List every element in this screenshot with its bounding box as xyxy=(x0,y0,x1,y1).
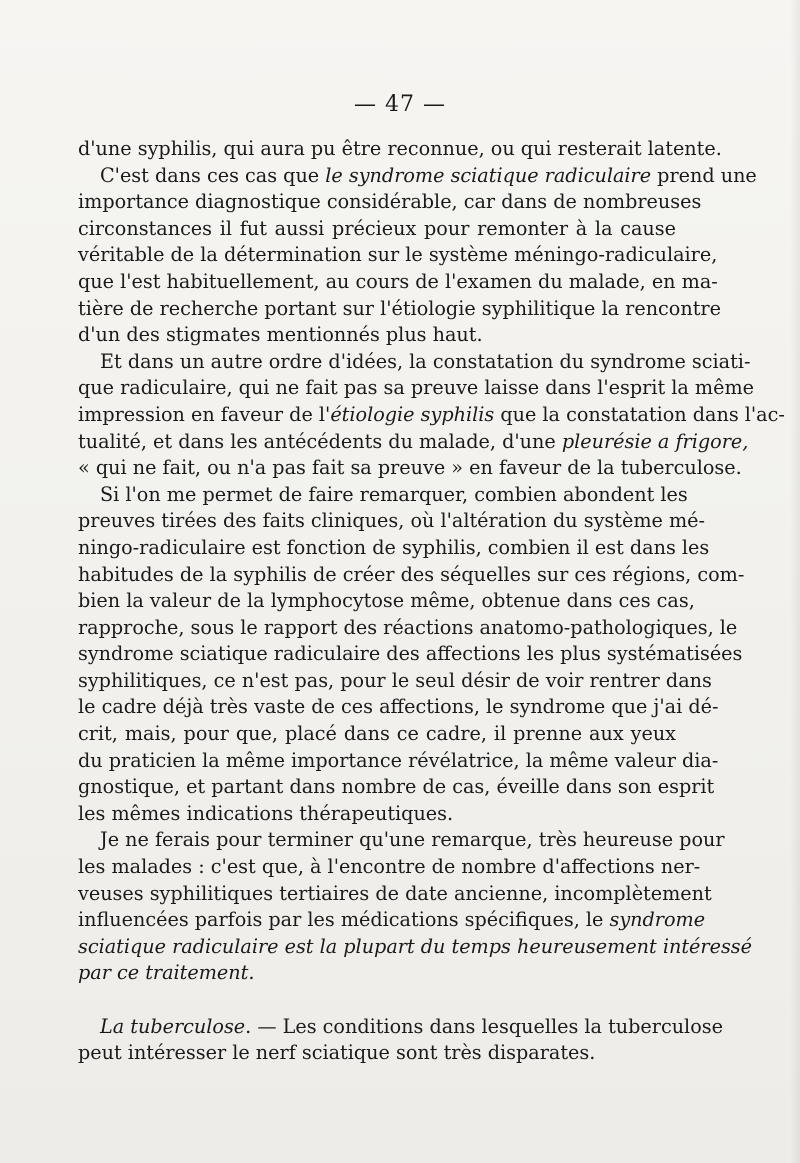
section-heading: La tuberculose xyxy=(100,1014,246,1038)
paragraph-5-line: par ce traitement. xyxy=(78,961,255,985)
paragraph-3-line: « qui ne fait, ou n'a pas fait sa preuve » en faveur de la tuberculose. xyxy=(78,456,742,480)
paragraph-4-line: le cadre déjà très vaste de ces affections, le syndrome que j'ai dé- xyxy=(78,695,719,719)
paragraph-4-line: preuves tirées des faits cliniques, où l'altération du système mé- xyxy=(78,509,706,533)
paragraph-4-line: habitudes de la syphilis de créer des séquelles sur ces régions, com- xyxy=(78,562,745,586)
italic-run: étiologie syphilis xyxy=(330,402,495,426)
paragraph-6-line: peut intéresser le nerf sciatique sont très disparates. xyxy=(78,1041,596,1065)
paragraph-4-line: gnostique, et partant dans nombre de cas, éveille dans son esprit xyxy=(78,775,715,799)
paragraph-4-line: rapproche, sous le rapport des réactions anatomo-pathologiques, le xyxy=(78,615,738,639)
italic-run: le syndrome sciatique radiculaire xyxy=(325,163,652,187)
text-run: impression en faveur de l' xyxy=(78,402,331,426)
paragraph-5-line: sciatique radiculaire est la plupart du temps heureusement intéressé xyxy=(78,934,752,958)
page-number: — 47 — xyxy=(354,92,446,117)
paragraph-5-line xyxy=(78,907,706,934)
paragraph-1-line: d'une syphilis, qui aura pu être reconnue, ou qui resterait latente. xyxy=(78,137,722,160)
paragraph-4-line: ningo-radiculaire est fonction de syphilis, combien il est dans les xyxy=(78,535,710,559)
paragraph-3-line xyxy=(78,402,785,429)
paragraph-5-line: les malades : c'est que, à l'encontre de nombre d'affections ner- xyxy=(78,855,701,879)
paragraph-6-line xyxy=(78,1014,723,1041)
text-run: C'est dans ces cas que xyxy=(100,163,326,187)
paragraph-2-line: que l'est habituellement, au cours de l'examen du malade, en ma- xyxy=(78,269,718,293)
paragraph-4-line: bien la valeur de la lymphocytose même, obtenue dans ces cas, xyxy=(78,589,695,613)
paragraph-4-line: syndrome sciatique radiculaire des affections les plus systématisées xyxy=(78,642,743,666)
paragraph-2-line: importance diagnostique considérable, car dans de nombreuses xyxy=(78,190,702,214)
paragraph-4-line: les mêmes indications thérapeutiques. xyxy=(78,801,454,825)
section-gap xyxy=(78,987,676,1014)
body-text xyxy=(78,136,785,1067)
text-run: tualité, et dans les antécédents du malade, d'une xyxy=(78,429,562,453)
page-edge-shadow xyxy=(790,0,800,1163)
paragraph-3-line xyxy=(78,429,749,456)
text-run: prend une xyxy=(651,163,757,187)
paragraph-5-line: veuses syphilitiques tertiaires de date ancienne, incomplètement xyxy=(78,881,712,905)
text-run: que la constatation dans l'ac- xyxy=(494,402,785,426)
paragraph-4-line: du praticien la même importance révélatrice, la même valeur dia- xyxy=(78,748,719,772)
italic-run: syndrome xyxy=(609,908,706,932)
paragraph-5-line: Je ne ferais pour terminer qu'une remarque, très heureuse pour xyxy=(100,828,725,852)
text-run: . — Les conditions dans lesquelles la tuberculose xyxy=(245,1014,723,1038)
paragraph-2-line: tière de recherche portant sur l'étiologie syphilitique la rencontre xyxy=(78,296,721,320)
text-run: influencées parfois par les médications spécifiques, le xyxy=(78,908,610,932)
paragraph-2-line: d'un des stigmates mentionnés plus haut. xyxy=(78,323,483,347)
italic-run: pleurésie a frigore, xyxy=(561,429,749,453)
paragraph-3-line: Et dans un autre ordre d'idées, la constatation du syndrome sciati- xyxy=(100,349,751,373)
paragraph-2-line: véritable de la détermination sur le système méningo-radiculaire, xyxy=(78,243,718,267)
paragraph-2-line xyxy=(78,163,757,190)
paragraph-4-line: syphilitiques, ce n'est pas, pour le seul désir de voir rentrer dans xyxy=(78,668,712,692)
paragraph-3-line: que radiculaire, qui ne fait pas sa preuve laisse dans l'esprit la même xyxy=(78,376,755,400)
paragraph-2-line: circonstances il fut aussi précieux pour remonter à la cause xyxy=(78,216,676,240)
paragraph-4-line: crit, mais, pour que, placé dans ce cadre, il prenne aux yeux xyxy=(78,722,676,746)
paragraph-4-line: Si l'on me permet de faire remarquer, combien abondent les xyxy=(100,482,688,506)
